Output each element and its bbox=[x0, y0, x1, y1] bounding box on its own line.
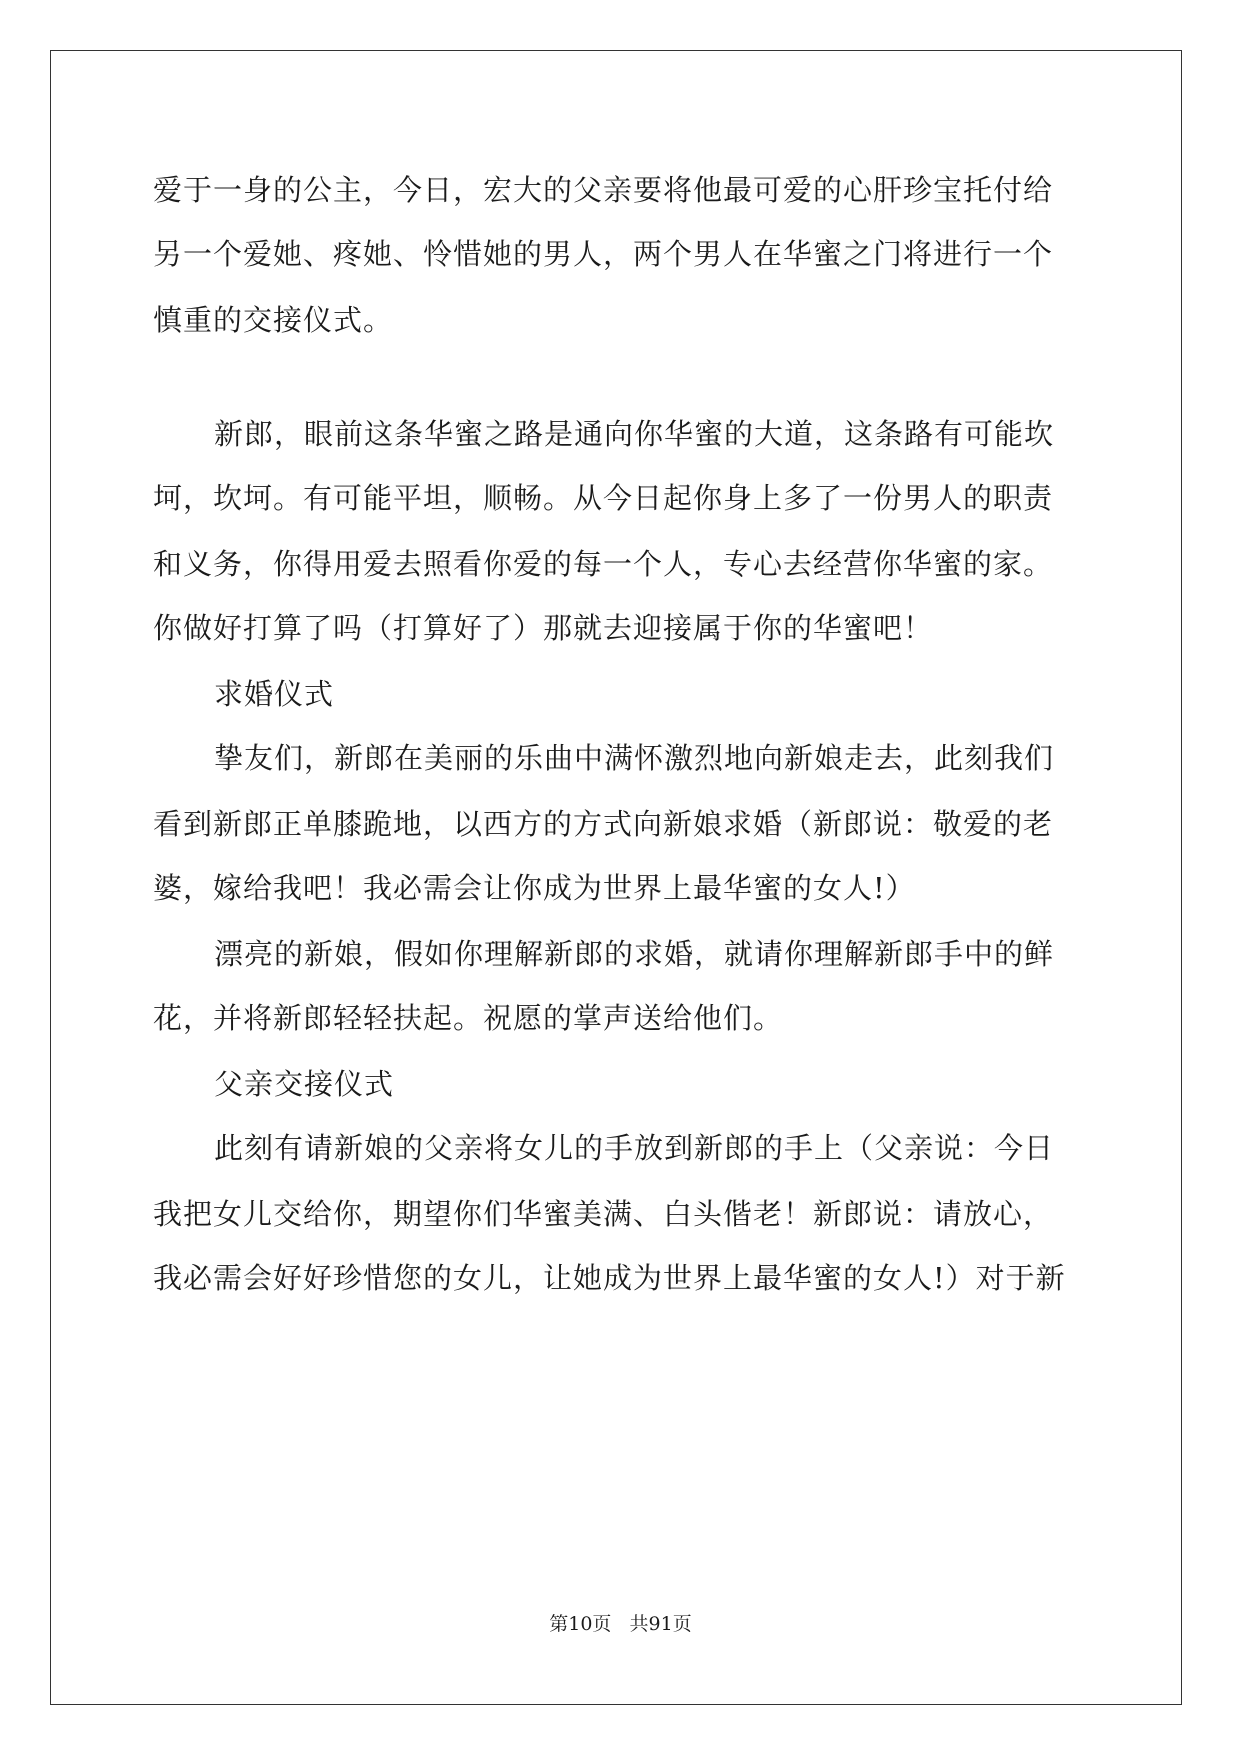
section-heading: 求婚仪式 bbox=[214, 677, 335, 711]
paragraph-first-line: 漂亮的新娘，假如你理解新郎的求婚，就请你理解新郎手中的鲜 bbox=[214, 937, 1055, 971]
section-heading: 父亲交接仪式 bbox=[214, 1067, 395, 1101]
text-line: 你做好打算了吗（打算好了）那就去迎接属于你的华蜜吧！ bbox=[153, 611, 934, 645]
paragraph-first-line: 此刻有请新娘的父亲将女儿的手放到新郎的手上（父亲说：今日 bbox=[214, 1131, 1055, 1165]
text-line: 坷，坎坷。有可能平坦，顺畅。从今日起你身上多了一份男人的职责 bbox=[153, 481, 1054, 515]
paragraph-first-line: 新郎，眼前这条华蜜之路是通向你华蜜的大道，这条路有可能坎 bbox=[214, 417, 1055, 451]
text-line: 看到新郎正单膝跪地，以西方的方式向新娘求婚（新郎说：敬爱的老 bbox=[153, 807, 1054, 841]
text-line: 和义务，你得用爱去照看你爱的每一个人，专心去经营你华蜜的家。 bbox=[153, 547, 1054, 581]
text-line: 慎重的交接仪式。 bbox=[153, 303, 394, 337]
text-line: 另一个爱她、疼她、怜惜她的男人，两个男人在华蜜之门将进行一个 bbox=[153, 237, 1054, 271]
text-line: 我必需会好好珍惜您的女儿，让她成为世界上最华蜜的女人!）对于新 bbox=[153, 1261, 1066, 1295]
page-number-footer: 第10页 共91页 bbox=[549, 1613, 692, 1635]
text-line: 花，并将新郎轻轻扶起。祝愿的掌声送给他们。 bbox=[153, 1001, 784, 1035]
text-line: 我把女儿交给你，期望你们华蜜美满、白头偕老！新郎说：请放心， bbox=[153, 1197, 1054, 1231]
text-line: 爱于一身的公主，今日，宏大的父亲要将他最可爱的心肝珍宝托付给 bbox=[153, 173, 1054, 207]
text-line: 婆，嫁给我吧！我必需会让你成为世界上最华蜜的女人!） bbox=[153, 871, 916, 905]
paragraph-first-line: 挚友们，新郎在美丽的乐曲中满怀激烈地向新娘走去，此刻我们 bbox=[214, 741, 1055, 775]
